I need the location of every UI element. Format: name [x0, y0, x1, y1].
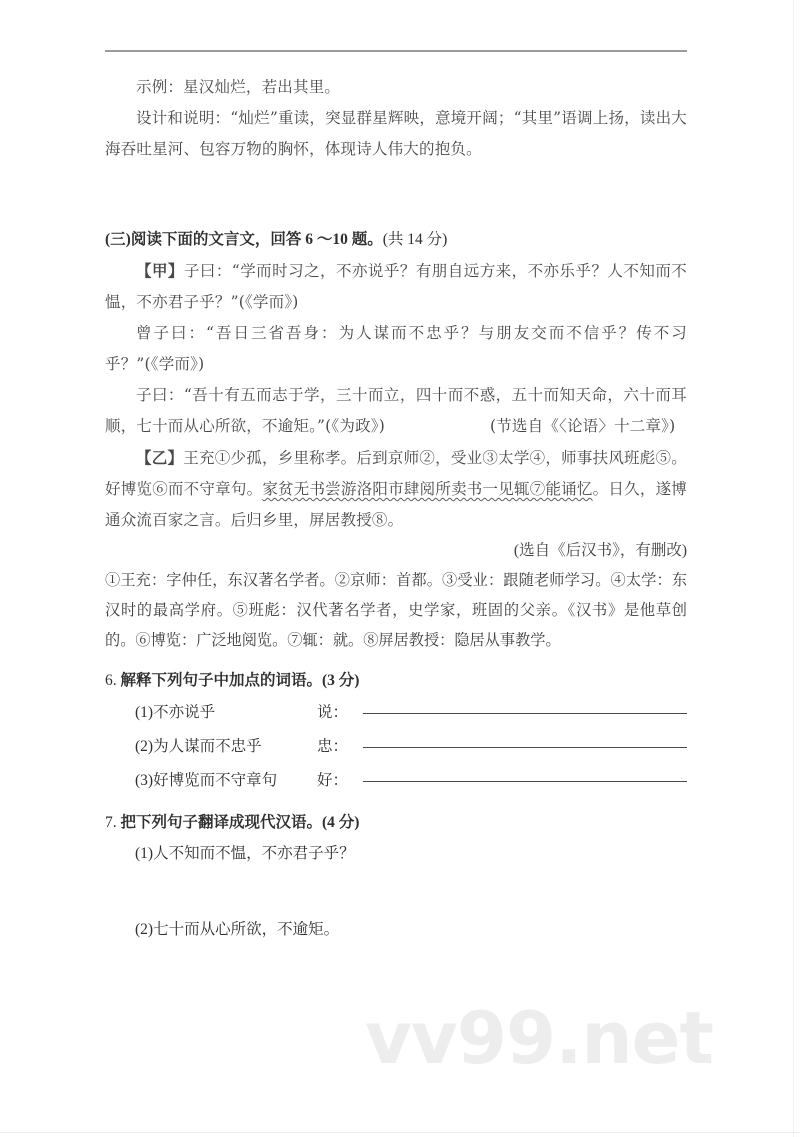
section-heading-score: (共 14 分) [382, 231, 448, 248]
question-6-score: (3 分) [322, 672, 360, 689]
passage-jia-label: 【甲】 [136, 261, 184, 280]
page-edge-bottom [0, 1132, 800, 1133]
question-6-subitem-3-key: 好： [317, 772, 349, 789]
question-6-subitem-1-stem: (1)不亦说乎 [135, 704, 216, 721]
question-6-subitem-2 [105, 730, 687, 764]
question-6-subitem-2-key: 忠： [317, 738, 349, 755]
example-line: 示例：星汉灿烂，若出其里。 [136, 78, 341, 96]
question-6-subitem-3-stem: (3)好博览而不守章句 [135, 772, 278, 789]
footnotes-block: ①王充：字仲任，东汉著名学者。②京师：首都。③受业：跟随老师学习。④太学：东汉时的最高学府。⑤班彪：汉代著名学者，史学家，班固的父亲。《汉书》是他草创的。⑥博览：广泛地阅览。⑦辄：就。⑧屏居教授：隐居从事教学。 [105, 572, 687, 649]
passage-jia-para-3-text: 子曰：“吾十有五而志于学，三十而立，四十而不惑，五十而知天命，六十而耳顺，七十而从心所欲，不逾矩。”(《为政》) [105, 386, 687, 435]
question-6-subitem-1 [105, 696, 687, 730]
passage-jia-attribution: (节选自《〈论语〉十二章》) [489, 417, 676, 435]
page-edge-right [793, 0, 794, 1137]
passage-jia-para-1 [105, 255, 687, 318]
questions-spacer [105, 656, 687, 666]
question-6-subitem-1-key: 说： [317, 704, 349, 721]
section-heading-main: (三)阅读下面的文言文，回答 6 ～10 题。 [105, 231, 383, 248]
passage-jia-para-1-text: 子曰：“学而时习之，不亦说乎？有朋自远方来，不亦乐乎？人不知而不愠，不亦君子乎？”(《学而》) [105, 262, 687, 311]
passage-yi-underlined-sentence: 家贫无书尝游洛阳市肆阅所卖书一见辄⑦能诵忆 [262, 480, 593, 498]
question-7-subline-1: (1)人不知而不愠，不亦君子乎？ [135, 845, 355, 862]
question-6-subitem-3-answer-blank[interactable] [363, 761, 687, 782]
question-7-answer-space-1[interactable] [105, 870, 687, 914]
section-heading [105, 225, 687, 255]
header-rule [105, 50, 687, 52]
question-7-number: 7. [105, 814, 117, 831]
question-6-subitem-1-answer-blank[interactable] [363, 693, 687, 714]
passage-yi-label: 【乙】 [136, 448, 184, 467]
passage-jia-para-3 [105, 380, 687, 442]
site-watermark: vv99.net [365, 996, 713, 1080]
question-6-subitem-2-stem: (2)为人谋而不忠乎 [135, 738, 262, 755]
question-6-subitem-3 [105, 764, 687, 798]
question-6-heading [105, 666, 687, 696]
passage-yi-para [105, 442, 687, 536]
passage-yi-text-before: 王充①少孤，乡里称孝。后到京师②，受业③太学④，师事扶风班彪⑤。好博览⑥而不守章句。 [105, 449, 687, 498]
block-spacer [105, 165, 687, 225]
question-7-heading [105, 808, 687, 838]
question-7-score: (4 分) [322, 814, 360, 831]
question-gap [105, 798, 687, 808]
question-6-number: 6. [105, 672, 117, 689]
question-7-subline-2: (2)七十而从心所欲，不逾矩。 [135, 921, 340, 938]
passage-yi-text-after: 。日久，遂博通众流百家之言。后归乡里，屏居教授⑧。 [105, 480, 688, 529]
design-explanation-line: 设计和说明：“灿烂”重读，突显群星辉映，意境开阔；“其里”语调上扬，读出大海吞吐星河、包容万物的胸怀，体现诗人伟大的抱负。 [105, 109, 687, 158]
passage-yi-attribution: (选自《后汉书》，有删改) [513, 542, 687, 559]
passage-jia-para-2: 曾子曰：“吾日三省吾身：为人谋而不忠乎？与朋友交而不信乎？传不习乎？”(《学而》) [105, 324, 687, 373]
page-content [105, 50, 687, 946]
question-7-prompt: 把下列句子翻译成现代汉语。 [120, 814, 323, 831]
question-6-prompt: 解释下列句子中加点的词语。 [120, 672, 323, 689]
question-6-subitem-2-answer-blank[interactable] [363, 727, 687, 748]
